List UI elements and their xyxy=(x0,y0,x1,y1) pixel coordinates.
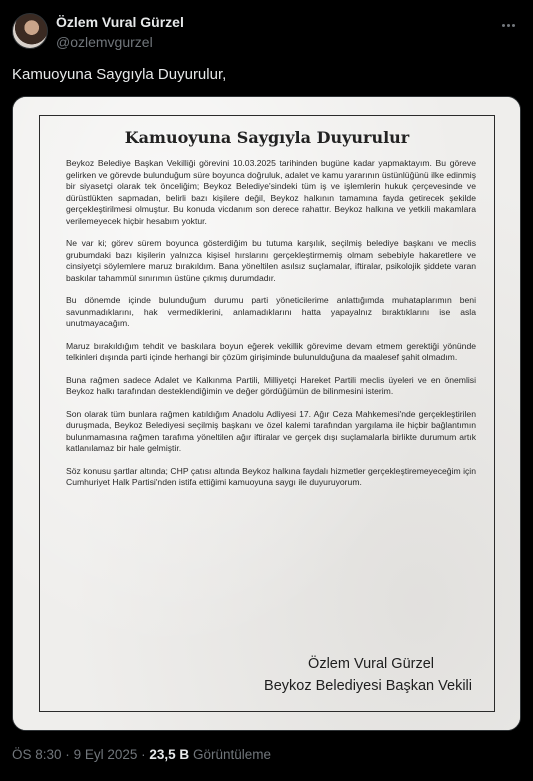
document-paragraph: Bu dönemde içinde bulunduğum durumu parti yöneticilerime anlattığımda muhataplarımın beni savunmadıklarını, hak vermediklerini, anlamadıklarını hatta yapayalnız bıraktıklarını ise asla unutmayacağım. xyxy=(66,295,476,328)
post-image[interactable] xyxy=(12,96,521,731)
footer-separator: · xyxy=(65,747,70,762)
post-date[interactable]: 9 Eyl 2025 xyxy=(73,747,138,762)
author-handle[interactable]: @ozlemvgurzel xyxy=(56,34,153,50)
document-signature xyxy=(264,653,472,697)
document-frame xyxy=(39,115,495,712)
post-text: Kamuoyuna Saygıyla Duyurulur, xyxy=(12,66,227,83)
document-paragraph: Maruz bırakıldığım tehdit ve baskılara boyun eğerek vekillik görevime devam etmem gerektiği yönünde telkinleri dışında parti içinde herhangi bir çözüm girişiminde bulunulduğuna da maalesef şahit olmadım. xyxy=(66,340,476,362)
document-paragraph: Son olarak tüm bunlara rağmen katıldığım Anadolu Adliyesi 17. Ağır Ceza Mahkemesi'nde gerçekleştirilen duruşmada, Beykoz Belediyesi seçilmiş başkanı ve özel kalemi tarafından yargılama ile hiçbir bağlantımın bulunmamasına rağmen tarafıma yöneltilen ağır iftiralar ve gerçek dışı suçlamalarla birlikte durumum artık katlanılamaz bir hale gelmiştir. xyxy=(66,408,476,453)
avatar[interactable] xyxy=(12,13,48,49)
document-paragraph: Beykoz Belediye Başkan Vekilliği görevini 10.03.2025 tarihinden bugüne kadar yapmaktayım. Bu göreve gelirken ve görevde bulunduğum süre boyunca doğruluk, adalet ve kamu yararının üstünlüğünü ilke edinmiş bir siyasetçi olarak tek önceliğim; Beykoz Belediye'sindeki tüm iş ve işlemlerin hukuk çerçevesinde ve dürüstlükten sapmadan, belirli bazı kişilere değil, Beykoz halkının tamamına fayda getirecek şekilde gerçekleştirilmesi olmuştur. Bu konuda vicdanım son derece rahattır. Beykoz halkına ve yetkili makamlara verilemeyecek hiçbir hesabım yoktur. xyxy=(66,158,476,226)
more-horizontal-icon xyxy=(502,24,515,27)
document-title: Kamuoyuna Saygıyla Duyurulur xyxy=(124,128,410,147)
footer-separator: · xyxy=(141,747,146,762)
signature-name: Özlem Vural Gürzel xyxy=(308,656,435,672)
post-header xyxy=(0,0,533,60)
document-paragraph: Buna rağmen sadece Adalet ve Kalkınma Partili, Milliyetçi Hareket Partili meclis üyeleri ve en önemlisi Beykoz halkı tarafından desteklendiğimin ve değer gördüğümün de bilinmesini isterim. xyxy=(66,374,476,396)
document-paragraph: Söz konusu şartlar altında; CHP çatısı altında Beykoz halkına faydalı hizmetler gerçekleştiremeyeceğim için Cumhuriyet Halk Partisi'nden istifa ettiğimi kamuoyuna saygı ile duyuruyorum. xyxy=(66,465,476,487)
document-paragraph: Ne var ki; görev sürem boyunca gösterdiğim bu tutuma karşılık, seçilmiş belediye başkanı ve meclis grubumdaki bazı kişilerin yalnızca kişisel hırslarını gerçekleştirmemiş olmam sebebiyle hakaretlere ve cinsiyetçi söylemlere maruz bırakıldım. Bana yöneltilen asılsız suçlamalar, iftiralar, psikolojik şiddete varan baskılar tahammül sınırımın üstüne çıkmış durumdadır. xyxy=(66,238,476,283)
author-name[interactable]: Özlem Vural Gürzel xyxy=(56,14,184,30)
views-count[interactable]: 23,5 B xyxy=(149,747,190,762)
more-button[interactable] xyxy=(497,14,519,36)
post-footer xyxy=(12,747,271,762)
views-label: Görüntüleme xyxy=(192,747,271,762)
document-body xyxy=(66,158,476,500)
document-paper xyxy=(13,97,520,730)
signature-title: Beykoz Belediyesi Başkan Vekili xyxy=(264,678,472,694)
post-time[interactable]: ÖS 8:30 xyxy=(12,747,62,762)
